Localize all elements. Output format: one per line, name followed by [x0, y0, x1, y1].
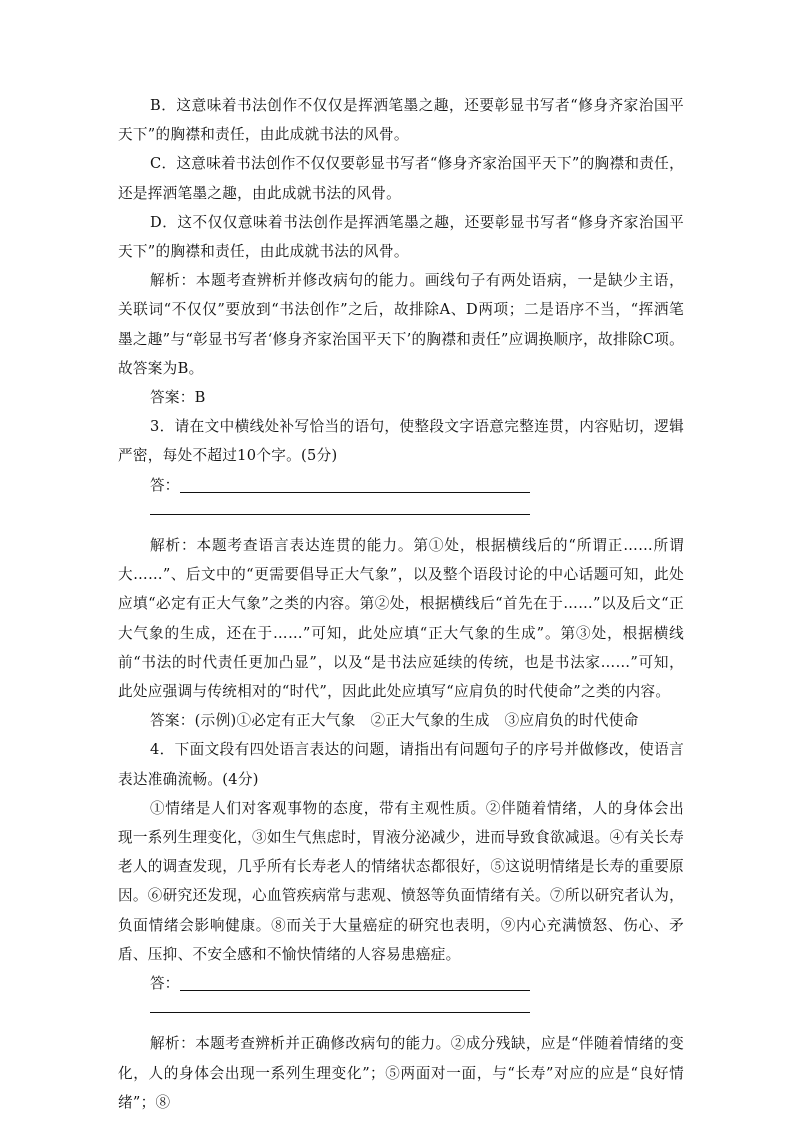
passage-question-4: ①情绪是人们对客观事物的态度，带有主观性质。②伴随着情绪，人的身体会出现一系列生理变化，③如生气焦虑时，胃液分泌减少，进而导致食欲减退。④有关长寿老人的调查发现，几乎所有长寿老人的情绪状态都很好，⑤这说明情绪是长寿的重要原因。⑥研究还发现，心血管疾病常与悲观、愤怒等负面情绪有关。⑦所以研究者认为，负面情绪会影响健康。⑧而关于大量癌症的研究也表明，⑨内心充满愤怒、伤心、矛盾、压抑、不安全感和不愉快情绪的人容易患癌症。 — [118, 799, 684, 963]
answer-question-3: 答案：(示例)①必定有正大气象 ②正大气象的生成 ③应肩负的时代使命 — [150, 712, 639, 730]
option-c: C．这意味着书法创作不仅仅要彰显书写者“修身齐家治国平天下”的胸襟和责任，还是挥洒笔墨之趣，由此成就书法的风骨。 — [118, 155, 684, 202]
answer-line-question-3 — [118, 471, 684, 500]
answer-rule — [150, 1012, 530, 1013]
answer-blank-line — [118, 500, 684, 529]
question-4: 4．下面文段有四处语言表达的问题，请指出有问题句子的序号并做修改，使语言表达准确流畅。(4分) — [118, 741, 684, 788]
analysis-question-3: 解析：本题考查语言表达连贯的能力。第①处，根据横线后的“所谓正……所谓大……”、后文中的“更需要倡导正大气象”，以及整个语段讨论的中心话题可知，此处应填“必定有正大气象”之类的内容。第②处，根据横线后“首先在于……”以及后文“正大气象的生成，还在于……”可知，此处应填“正大气象的生成”。第③处，根据横线前“书法的时代责任更加凸显”，以及“是书法应延续的传统，也是书法家……”可知，此处应强调与传统相对的“时代”，因此此处应填写“应肩负的时代使命”之类的内容。 — [118, 537, 684, 701]
option-b: B．这意味着书法创作不仅仅是挥洒笔墨之趣，还要彰显书写者“修身齐家治国平天下”的胸襟和责任，由此成就书法的风骨。 — [118, 97, 684, 144]
analysis-question-4: 解析：本题考查辨析并正确修改病句的能力。②成分残缺，应是“伴随着情绪的变化，人的身体会出现一系列生理变化”；⑤两面对一面，与“长寿”对应的应是“良好情绪”；⑧ — [118, 1035, 684, 1111]
page-content — [118, 91, 684, 1117]
answer-rule — [150, 514, 530, 515]
answer-label: 答： — [150, 476, 180, 494]
answer-blank-line — [118, 998, 684, 1027]
question-3: 3．请在文中横线处补写恰当的语句，使整段文字语意完整连贯，内容贴切，逻辑严密，每处不超过10个字。(5分) — [118, 418, 684, 465]
answer-rule — [180, 990, 530, 991]
answer-line-question-4 — [118, 969, 684, 998]
answer-question-2: 答案：B — [150, 389, 206, 407]
option-d: D．这不仅仅意味着书法创作是挥洒笔墨之趣，还要彰显书写者“修身齐家治国平天下”的胸襟和责任，由此成就书法的风骨。 — [118, 213, 684, 261]
answer-rule — [180, 492, 530, 493]
answer-label: 答： — [150, 975, 180, 993]
analysis-question-2: 解析：本题考查辨析并修改病句的能力。画线句子有两处语病，一是缺少主语，关联词“不仅仅”要放到“书法创作”之后，故排除A、D两项；二是语序不当，“挥洒笔墨之趣”与“彰显书写者‘修身齐家治国平天下’的胸襟和责任”应调换顺序，故排除C项。故答案为B。 — [118, 272, 684, 377]
